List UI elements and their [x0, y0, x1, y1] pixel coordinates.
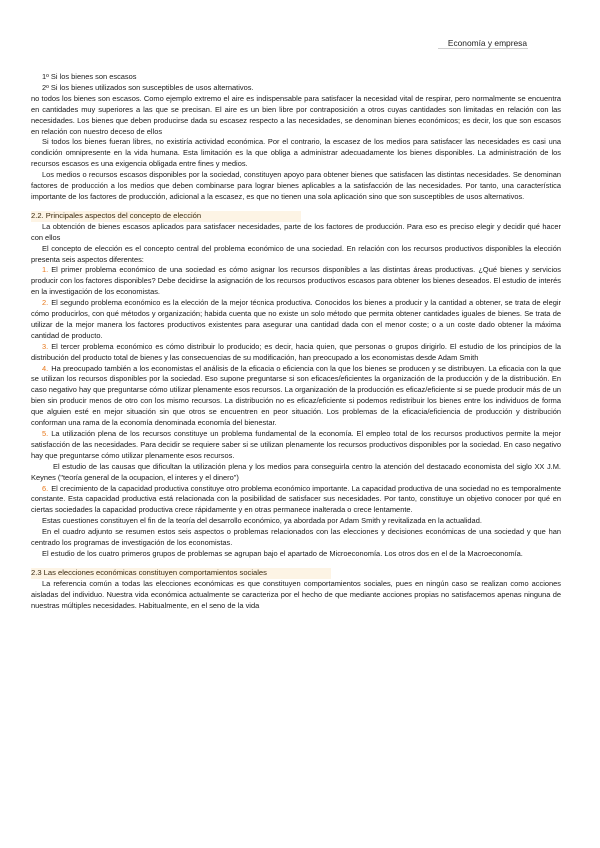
paragraph: no todos los bienes son escasos. Como ejemplo extremo el aire es indispensable para satisfacer la necesidad vital de respirar, pero normalmente se encuentra en cantidades muy superiores a las que se precisan. El aire es un bien libre por contraposición a otros cuyas cantidades son limitadas en relación con las necesidades. Los bienes que deben producirse dada su escasez respecto a las necesidades, se denominan bienes económicos; es decir, los que son escasos en relación con nuestro deceso de ellos: [31, 93, 561, 136]
paragraph: 1º Si los bienes son escasos: [42, 72, 137, 81]
paragraph: La obtención de bienes escasos aplicados para satisfacer necesidades, parte de los factores de producción. Para eso es preciso elegir y decidir qué hacer con ellos: [31, 221, 561, 242]
list-item-text: El segundo problema económico es la elección de la mejor técnica productiva. Conocidos los bienes a producir y la cantidad a obtener, se trata de elegir cómo producirlos, con qué métodos y organización; habida cuenta que no existe un solo método que permita obtener cantidades iguales de bienes. Se trata de utilizar de la mejor manera los factores productivos existentes para asegurar una cantidad dada con el menor coste; o a un coste dado obtener la máxima cantidad de producto.: [31, 298, 561, 340]
paragraph: Estas cuestiones constituyen el fin de la teoría del desarrollo económico, ya abordada por Adam Smith y revitalizada en la actualidad.: [42, 516, 482, 526]
list-item-text: El crecimiento de la capacidad productiva constituye otro problema económico importante. La capacidad productiva de una sociedad no es temporalmente constante. Esta capacidad productiva está relacionada con la posibilidad de satisfacer sus necesidades. Por tanto, constituye un objetivo conocer por qué en ciertas sociedades la capacidad productiva crece rápidamente y en otras permanece inalterada o crece lentamente.: [31, 483, 561, 515]
section-heading: 2.2. Principales aspectos del concepto de elección: [31, 211, 301, 222]
list-item: [31, 265, 561, 298]
paragraph: Si todos los bienes fueran libres, no existiría actividad económica. Por el contrario, la escasez de los medios para satisfacer las necesidades es casi una condición omnipresente en la vida humana. Esta limitación es la que obliga a administrar adecuadamente los bienes disponibles. La administración de los recursos escasos es una exigencia obligada entre fines y medios.: [31, 137, 561, 169]
list-item: [31, 298, 561, 342]
list-item-text: El primer problema económico de una sociedad es cómo asignar los recursos disponibles a las distintas áreas productivas. ¿Qué bienes y servicios producir con los factores disponibles? Debe decidirse la asignación de los recursos productivos escasos para obtener los bienes deseados. El estudio de interés en la investigación de los economistas.: [31, 265, 561, 297]
list-number: 2.: [42, 298, 49, 308]
paragraph: 2º Si los bienes utilizados son susceptibles de usos alternativos.: [42, 82, 254, 92]
document-body: [31, 72, 561, 612]
paragraph: El estudio de los cuatro primeros grupos de problemas se agrupan bajo el apartado de Microeconomía. Los otros dos en el de la Macroeconomía.: [42, 548, 523, 558]
section-heading: 2.3 Las elecciones económicas constituyen comportamientos sociales: [31, 568, 331, 579]
list-item: [31, 484, 561, 517]
list-item: [31, 429, 561, 462]
header-divider: [438, 48, 528, 49]
paragraph: El estudio de las causas que dificultan la utilización plena y los medios para conseguirla centro la atención del destacado economista del siglo XX J.M. Keynes ("teoría general de la ocupacion, el interes y el dinero"): [31, 461, 561, 482]
list-item-text: El tercer problema económico es cómo distribuir lo producido; es decir, hacia quien, que personas o grupos dirigirlo. El estudio de los principios de la distribución del producto total de bienes y las consecuencias de su modificación, han preocupado a los economistas desde Adam Smith: [31, 341, 561, 362]
list-number: 3.: [42, 341, 49, 351]
list-number: 4.: [42, 363, 49, 373]
paragraph: Los medios o recursos escasos disponibles por la sociedad, constituyen apoyo para obtener bienes que satisfacen las distintas necesidades. Se denominan factores de producción a los medios que deben combinarse para lograr bienes aplicables a la satisfacción de las necesidades. Por tanto, una característica importante de los factores de producción, adicional a la escasez, es que no tienen una sola aplicación sino que son susceptibles de usos alternativos.: [31, 170, 561, 201]
list-item: [31, 342, 561, 364]
list-item-text: La utilización plena de los recursos constituye un problema fundamental de la economía. El empleo total de los recursos productivos permite la mejor satisfacción de las necesidades. Para decidir se requiere saber si se utilizan plenamente los recursos productivos disponibles por la sociedad. En caso negativo hay que preguntarse cómo utilizar plenamente esos recursos.: [31, 429, 561, 460]
list-number: 6.: [42, 483, 49, 493]
list-item: [31, 364, 561, 429]
paragraph: En el cuadro adjunto se resumen estos seis aspectos o problemas relacionados con las elecciones y decisiones económicas de una sociedad y que han centrado los programas de investigación de los economistas.: [31, 527, 561, 548]
running-header: Economía y empresa: [447, 38, 527, 48]
list-number: 5.: [42, 429, 49, 438]
list-item-text: Ha preocupado también a los economistas el análisis de la eficacia o eficiencia con la que los bienes se producen y se distribuyen. La eficacia con la que se utilizan los recursos disponibles por la sociedad. Eso supone preguntarse si son eficaces/eficientes la organización de la producción y de la distribución. En caso negativo hay que preguntarse cómo utilizar plenamente esos recursos. La organización de la producción es eficaz/eficiente si se puede producir más de un bien sin producir menos de otro con los mismo recursos. La distribución no es eficaz/eficiente si podemos redistribuir los bienes entre los individuos de forma que alguien esté en mejor situación sin que otros se encuentren en peor situación. Los problemas de la eficacia/eficiencia de producción y distribución conforman una rama de la economía denominada economía del bienestar.: [31, 363, 561, 428]
list-number: 1.: [42, 265, 49, 275]
paragraph: El concepto de elección es el concepto central del problema económico de una sociedad. En relación con los recursos productivos disponibles la elección presenta seis aspectos diferentes:: [31, 243, 561, 264]
paragraph: La referencia común a todas las elecciones económicas es que constituyen comportamientos sociales, pues en ningún caso se realizan como acciones aisladas del individuo. Nuestra vida económica actualmente se caracteriza por el hecho de que mediante acciones propias no satisfacemos apenas ninguna de nuestras múltiples necesidades. Habitualmente, en el seno de la vida: [31, 578, 561, 610]
